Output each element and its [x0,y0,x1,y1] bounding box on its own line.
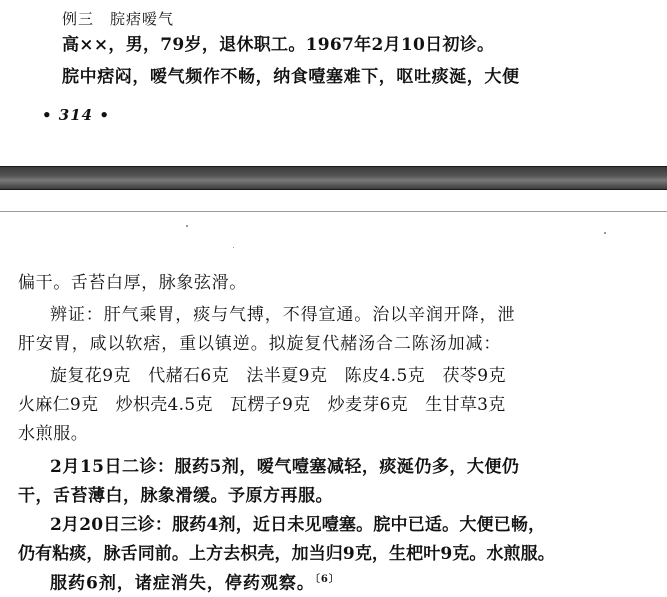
prescription-line: 旋复花9克 代赭石6克 法半夏9克 陈皮4.5克 茯苓9克 [50,366,506,386]
top-page [0,0,667,150]
followup-line: 仍有粘痰，脉舌同前。上方去枳壳，加当归9克，生杷叶9克。水煎服。 [18,544,555,564]
text-line: 偏干。舌苔白厚，脉象弦滑。 [18,273,247,293]
symptoms-line: 脘中痞闷，嗳气频作不畅，纳食噎塞难下，呕吐痰涎，大便 [62,67,520,87]
text-line: 肝安胃，咸以软痞，重以镇逆。拟旋复代赭汤合二陈汤加减： [18,334,502,354]
reference-mark: 〔6〕 [314,574,340,585]
followup-line: 2月15日二诊：服药5剂，嗳气噎塞减轻，痰涎仍多，大便仍 [50,457,520,477]
prescription-line: 火麻仁9克 炒枳壳4.5克 瓦楞子9克 炒麦芽6克 生甘草3克 [18,395,506,415]
followup-line: 2月20日三诊：服药4剂，近日未见噎塞。脘中已适。大便已畅， [50,515,546,535]
bottom-page [0,200,667,597]
text-line: 水煎服。 [18,424,89,444]
scan-speck [604,232,606,234]
outcome-text: 服药6剂，诸症消失，停药观察。 [50,573,315,594]
outcome-line [50,569,340,595]
case-heading: 例三 脘痞嗳气 [62,10,175,28]
text-line: 辨证：肝气乘胃，痰与气搏，不得宣通。治以辛润开降，泄 [50,305,516,325]
page-gutter [0,166,667,190]
followup-line: 干，舌苔薄白，脉象滑缓。予原方再服。 [18,486,333,506]
page-number: • 314 • [42,106,110,124]
scan-speck [233,247,234,248]
scan-speck [186,225,188,227]
patient-info-line: 高××，男，79岁，退休职工。1967年2月10日初诊。 [62,35,495,55]
